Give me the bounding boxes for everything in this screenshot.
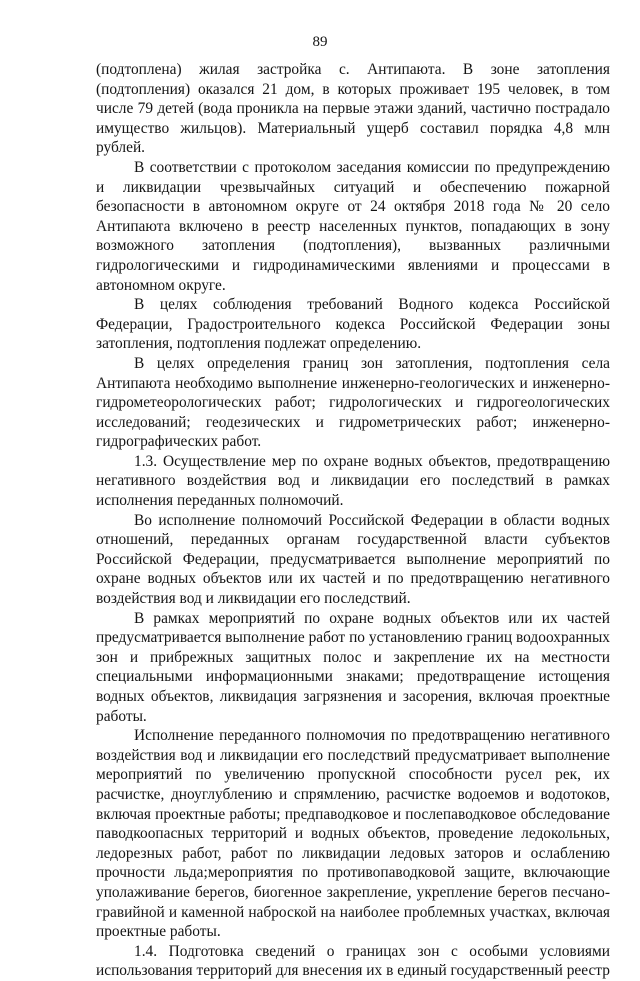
paragraph-flood-damage: (подтоплена) жилая застройка с. Антипаюта. В зоне затопления (подтопления) оказался 21 дом, в которых проживает 195 человек, в том числе 79 детей (вода проникла на первые этажи зданий, частично пострадало имущество жильцов). Материальный ущерб составил порядка 4,8 млн рублей. [96,61,610,157]
document-body [96,60,610,981]
paragraph-federal-powers: Во исполнение полномочий Российской Федерации в области водных отношений, переданных органам государственной власти субъектов Российской Федерации, предусматривается выполнение мероприятий по охране водных объектов или их частей и по предотвращению негативного воздействия вод и ликвидации его последствий. [96,511,610,608]
paragraph-water-code-requirements: В целях соблюдения требований Водного кодекса Российской Федерации, Градостроительного кодекса Российской Федерации зоны затопления, подтопления подлежат определению. [96,296,610,353]
paragraph-protection-measures: В рамках мероприятий по охране водных объектов или их частей предусматривается выполнение работ по установлению границ водоохранных зон и прибрежных защитных полос и закрепление их на местности специальными информационными знаками; предотвращение истощения водных объектов, ликвидация загрязнения и засорения, включая проектные работы. [96,609,610,725]
paragraph-survey-works: В целях определения границ зон затопления, подтопления села Антипаюта необходимо выполнение инженерно-геологических и инженерно-гидрометеорологических работ; гидрологических и гидрогеологических исследований; геодезических и гидрометрических работ; инженерно-гидрографических работ. [96,354,610,451]
section-heading-1-4: 1.4. Подготовка сведений о границах зон с особыми условиями использования территорий для внесения их в единый государственный реестр [96,942,610,980]
paragraph-commission-protocol: В соответствии с протоколом заседания комиссии по предупреждению и ликвидации чрезвычайных ситуаций и обеспечению пожарной безопасности в автономном округе от 24 октября 2018 года № 20 село Антипаюта включено в реестр населенных пунктов, попадающих в зону возможного затопления (подтопления), вызванных различными гидрологическими и гидродинамическими явлениями и процессами в автономном округе. [96,158,610,294]
paragraph-negative-impact-prevention: Исполнение переданного полномочия по предотвращению негативного воздействия вод и ликвидации его последствий предусматривает выполнение мероприятий по увеличению пропускной способности русел рек, их расчистке, дноуглублению и спрямлению, расчистке водоемов и водотоков, включая проектные работы; предпаводковое и послепаводковое обследование паводкоопасных территорий и водных объектов, проведение ледокольных, ледорезных работ, работ по ликвидации ледовых заторов и ослаблению прочности льда;мероприятия по противопаводковой защите, включающие уполаживание берегов, биогенное закрепление, укрепление берегов песчано-гравийной и каменной наброской на наиболее проблемных участках, включая проектные работы. [96,727,610,941]
section-heading-1-3: 1.3. Осуществление мер по охране водных объектов, предотвращению негативного воздействия вод и ликвидации его последствий в рамках исполнения переданных полномочий. [96,452,610,510]
page-number: 89 [312,34,328,50]
